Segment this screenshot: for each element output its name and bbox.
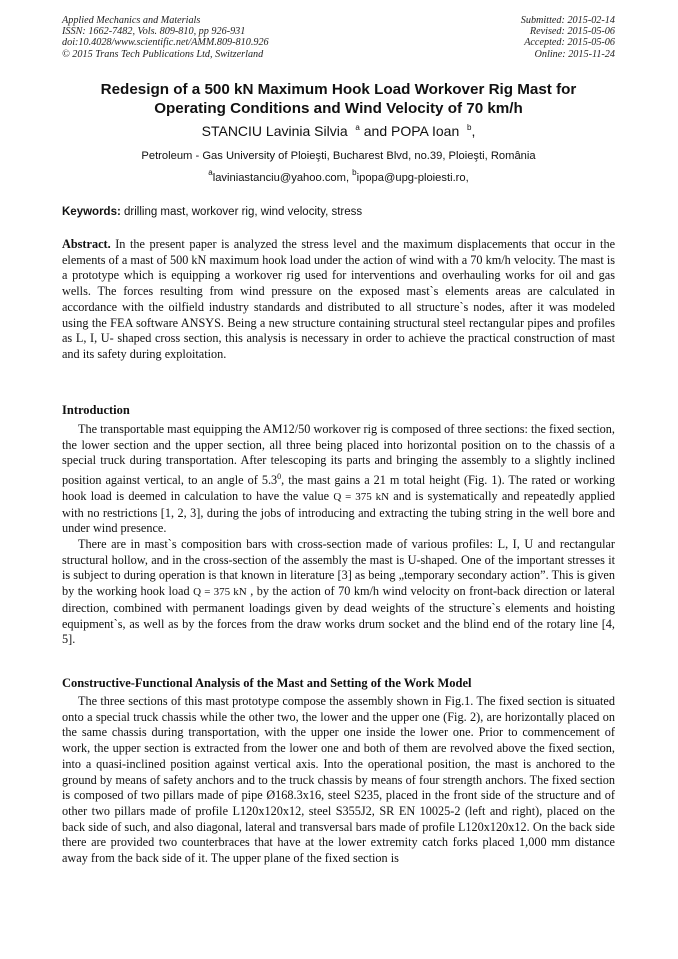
introduction-paragraph-1 <box>62 422 615 537</box>
abstract-text: In the present paper is analyzed the stress level and the maximum displacements that occur in the elements of a mast of 500 kN maximum hook load under the action of wind with a 70 km/h velocity. The mast is a prototype which is equipping a workover rig used for interventions and overhauling works for oil and gas wells. The forces resulting from wind pressure on the exposed mast`s elements areas are calculated in accordance with the oilfield industry standards and distributed to all structure`s nodes, after it was modeled using the FEA software ANSYS. Being a new structure containing structural steel rectangular pipes and profiles as L, I, U- shaped cross section, this analysis is necessary in order to achieve the practical construction of mast and its safety during exploitation. <box>62 237 616 361</box>
journal-name: Applied Mechanics and Materials <box>62 15 201 26</box>
author-2-affil-mark: b <box>467 123 472 132</box>
date-accepted: Accepted: 2015-05-06 <box>524 37 615 49</box>
journal-copyright: © 2015 Trans Tech Publications Ltd, Switzerland <box>62 48 264 60</box>
author-1-affil-mark: a <box>355 123 360 132</box>
introduction-paragraph-2 <box>62 537 615 648</box>
email-2[interactable]: ipopa@upg-ploiesti.ro, <box>356 172 469 184</box>
email-1-mark: a <box>208 168 213 177</box>
title-line-2: Operating Conditions and Wind Velocity of 70 km/h <box>154 100 523 117</box>
journal-doi: doi:10.4028/www.scientific.net/AMM.809-810.926 <box>62 37 269 49</box>
section-heading-introduction: Introduction <box>62 403 130 417</box>
section-heading-constructive-functional: Constructive-Functional Analysis of the Mast and Setting of the Work Model <box>62 676 472 690</box>
author-2: POPA Ioan <box>391 123 460 139</box>
author-emails <box>62 168 615 185</box>
author-list <box>62 122 615 140</box>
journal-info <box>62 15 269 60</box>
keywords-text: drilling mast, workover rig, wind velocity, stress <box>124 206 363 218</box>
author-1: STANCIU Lavinia Silvia <box>201 123 348 139</box>
keywords-label: Keywords: <box>62 206 121 218</box>
equation-hook-load: Q = 375 kN <box>333 490 390 503</box>
abstract <box>62 237 615 363</box>
email-2-mark: b <box>352 168 357 177</box>
title-line-1: Redesign of a 500 kN Maximum Hook Load Workover Rig Mast for <box>100 81 577 98</box>
affiliation: Petroleum - Gas University of Ploieşti, Bucharest Blvd, no.39, Ploieşti, România <box>141 150 536 162</box>
email-1[interactable]: laviniastanciu@yahoo.com, <box>212 172 350 184</box>
author-joiner: and <box>363 123 388 139</box>
intro-p2-text-a: There are in mast`s composition bars with cross-section made of various profiles: L, I, U and rectangular structural hollow, and in the cross-section of the assembly the mast is U-shaped. One of the important stresses it is subject to during operation is that known in literature [3] as being „temporary secondary action”. This is given by the working hook load <box>62 537 615 599</box>
author-trailing: , <box>471 123 476 139</box>
date-revised: Revised: 2015-05-06 <box>529 26 615 38</box>
intro-p1-text-a: The transportable mast equipping the AM12/50 workover rig is composed of three sections: the fixed section, the lower section and the upper section, all three being placed into horizontal position on to the chassis of a special truck during transportation. After telescoping its parts and bringing the assembly to a slightly inclined position against vertical, to an angle of 5.3 <box>62 422 615 488</box>
intro-p1-text-c: and is systematically and repeatedly applied with no restrictions [1, 2, 3], during the jobs of introducing and extracting the tubing string in the well bore and under wind presence. <box>62 488 615 536</box>
abstract-label: Abstract. <box>62 237 111 251</box>
keywords <box>62 205 615 219</box>
date-submitted: Submitted: 2015-02-14 <box>520 15 615 26</box>
constructive-functional-body <box>62 694 615 867</box>
submission-dates <box>521 15 615 60</box>
date-online: Online: 2015-11-24 <box>534 48 615 60</box>
introduction-body <box>62 422 615 648</box>
equation-hook-load-2: Q = 375 kN <box>193 586 247 599</box>
journal-issn: ISSN: 1662-7482, Vols. 809-810, pp 926-931 <box>62 26 246 38</box>
intro-p2-text-b: , by the action of 70 km/h wind velocity on front-back direction or lateral direction, combined with permanent loadings given by dead weights of the structure`s elements and hoisting equipment`s, as well as by the forces from the draw works drum socket and the blind end of the rotary line [4, 5]. <box>62 584 615 647</box>
paper-title <box>62 80 615 118</box>
degree-mark: 0 <box>277 472 282 482</box>
intro-p1-text-b: , the mast gains a 21 m total height (Fig. 1). The rated or working hook load is deemed in calculation to have the value <box>62 473 616 503</box>
section2-paragraph-1: The three sections of this mast prototype compose the assembly shown in Fig.1. The fixed section is situated onto a special truck chassis while the other two, the lower and the upper one (Fig. 2), are horizontally placed on the same chassis during transportation, with the upper one inside the lower one. Prior to commencement of work, the upper section is extracted from the lower one and both of them are revolved above the fixed section, into a quasi-inclined position against vertical axis. Into the operational position, the mast is anchored to the ground by means of safety anchors and to the truck chassis by means of four strength anchors. The fixed section is composed of two pillars made of pipe Ø168.3x16, steel S235, placed in the front side of the structure and of other two pillars made of profile L120x120x12, steel S355J2, SR EN 10025-2 (left and right), placed on the back side of such, and also diagonal, lateral and transversal bars made of profile L120x120x12. On the back side there are provided two counterbraces that have at the lower extremity catch forks placed 1,000 mm distance away from the back side of it. The upper plane of the fixed section is <box>62 694 615 866</box>
